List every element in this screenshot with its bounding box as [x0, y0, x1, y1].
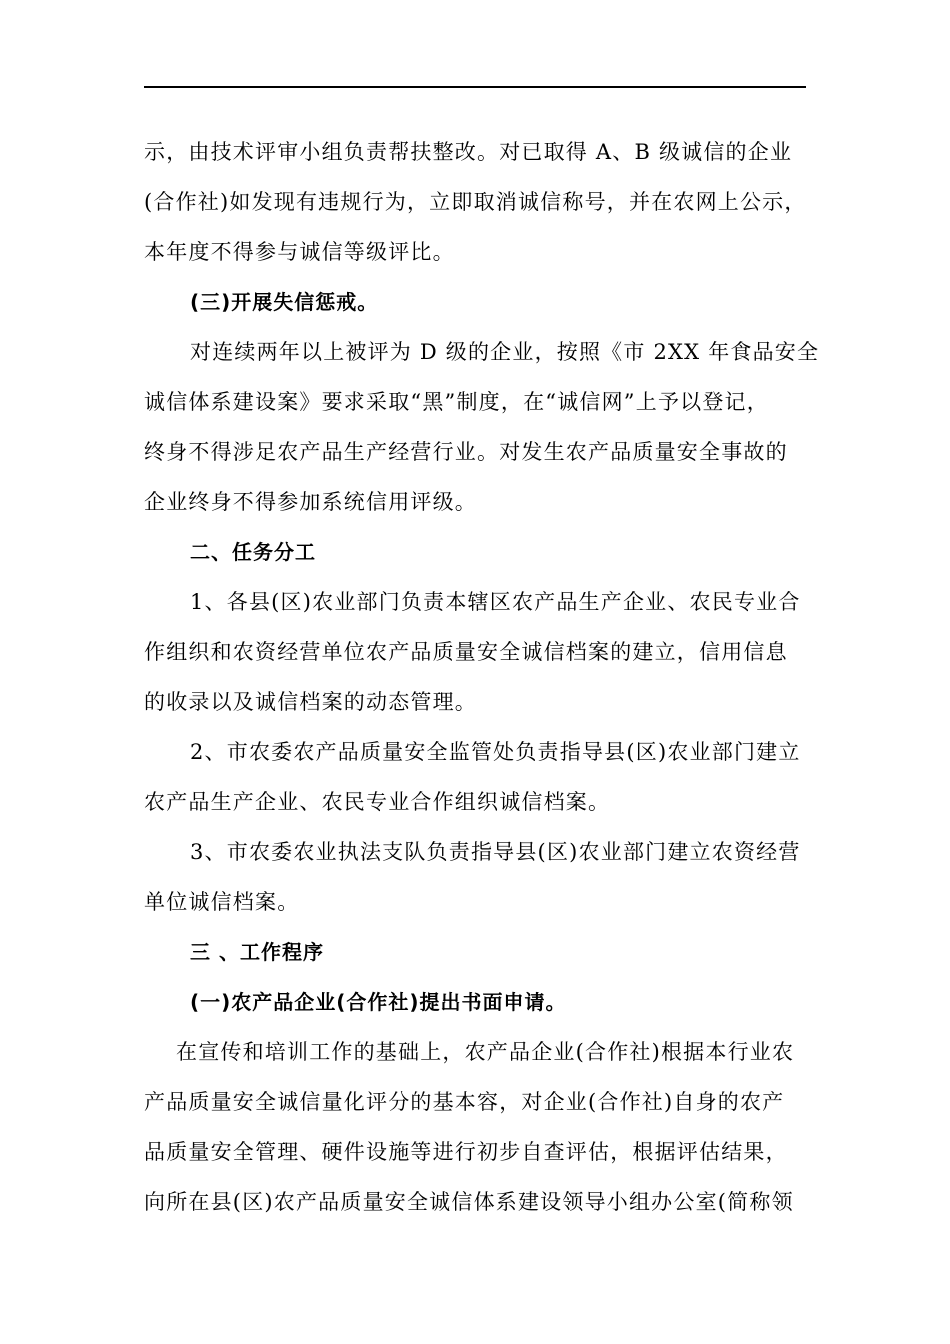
body-line: 3、市农委农业执法支队负责指导县(区)农业部门建立农资经营: [190, 840, 801, 864]
body-line: 品质量安全管理、硬件设施等进行初步自查评估，根据评估结果，: [144, 1140, 788, 1164]
body-line: 单位诚信档案。: [144, 890, 300, 914]
body-line: 1、各县(区)农业部门负责本辖区农产品生产企业、农民专业合: [190, 590, 801, 614]
section-heading: (一)农产品企业(合作社)提出书面申请。: [190, 990, 567, 1014]
body-line: 诚信体系建设案》要求采取“黑”制度，在“诚信网”上予以登记，: [144, 390, 769, 414]
section-heading: 三 、工作程序: [190, 940, 324, 964]
body-line: 向所在县(区)农产品质量安全诚信体系建设领导小组办公室(简称领: [144, 1190, 794, 1214]
body-line: 对连续两年以上被评为 D 级的企业，按照《市 2XX 年食品安全: [190, 340, 820, 364]
section-heading: 二、任务分工: [190, 540, 316, 564]
body-line: 农产品生产企业、农民专业合作组织诚信档案。: [144, 790, 611, 814]
body-line: 示，由技术评审小组负责帮扶整改。对已取得 A、B 级诚信的企业: [144, 140, 793, 164]
body-line: 产品质量安全诚信量化评分的基本容，对企业(合作社)自身的农产: [144, 1090, 785, 1114]
body-line: 的收录以及诚信档案的动态管理。: [144, 690, 477, 714]
header-rule: [144, 86, 806, 88]
body-line: 在宣传和培训工作的基础上，农产品企业(合作社)根据本行业农: [176, 1040, 795, 1064]
body-line: 2、市农委农产品质量安全监管处负责指导县(区)农业部门建立: [190, 740, 801, 764]
body-line: 终身不得涉足农产品生产经营行业。对发生农产品质量安全事故的: [144, 440, 788, 464]
body-line: 企业终身不得参加系统信用评级。: [144, 490, 477, 514]
body-line: (合作社)如发现有违规行为，立即取消诚信称号，并在农网上公示，: [144, 190, 807, 214]
section-heading: (三)开展失信惩戒。: [190, 290, 379, 314]
body-line: 作组织和农资经营单位农产品质量安全诚信档案的建立，信用信息: [144, 640, 788, 664]
body-line: 本年度不得参与诚信等级评比。: [144, 240, 455, 264]
